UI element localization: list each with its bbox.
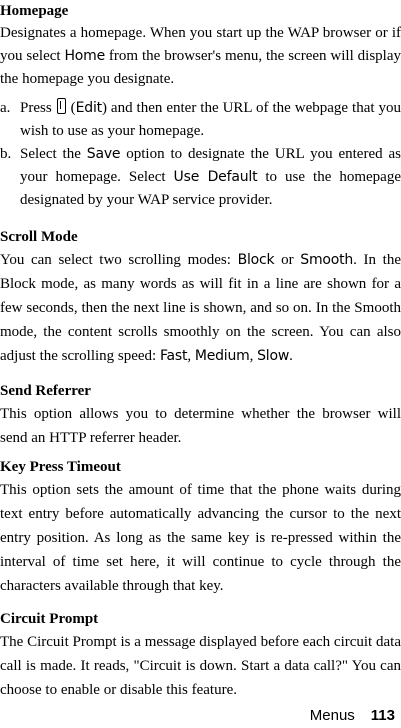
save-term: Save (86, 146, 121, 162)
scroll-comma-2: , (249, 348, 258, 364)
step-b-text-2: option to designate the URL you entered as your homepage. Select (20, 146, 401, 185)
slow-term: Slow (257, 348, 290, 364)
scroll-text-1: You can select two scrolling modes: (0, 252, 238, 268)
page-footer (310, 703, 395, 728)
homepage-intro-text-2: from the browser's menu, the screen will display the homepage you designate. (0, 48, 401, 87)
send-referrer-text: This option allows you to determine whether the browser will send an HTTP referrer header. (0, 406, 401, 446)
send-referrer-section (0, 380, 401, 450)
home-menu-term: Home (64, 48, 106, 64)
fast-term: Fast (159, 348, 188, 364)
footer-section-name: Menus (309, 707, 355, 724)
homepage-section (0, 0, 401, 212)
scroll-mode-section (0, 226, 401, 368)
scroll-text-2: . In the Block mode, as many words as will fit in a line are shown for a few seconds, then the next line is shown, and so on. In the Smooth mode, the content scrolls smoothly on the screen. You can also adjust the scrolling speed: (0, 252, 401, 364)
scroll-end: . (289, 348, 293, 364)
homepage-heading: Homepage (0, 3, 69, 19)
scroll-or: or (274, 252, 301, 268)
medium-term: Medium (194, 348, 250, 364)
step-a-paren: ( (66, 100, 76, 116)
list-marker: b. (0, 146, 12, 162)
circuit-prompt-text: The Circuit Prompt is a message displayed before each circuit data call is made. It reads, "Circuit is down. Start a data call?" You can choose to enable or disable this feature. (0, 634, 401, 698)
edit-key-icon (57, 98, 66, 114)
list-item (0, 97, 401, 143)
scroll-comma-1: , (187, 348, 195, 364)
scroll-mode-heading: Scroll Mode (0, 229, 78, 245)
circuit-prompt-section (0, 608, 401, 702)
smooth-term: Smooth (300, 252, 354, 268)
key-press-timeout-heading: Key Press Timeout (0, 459, 121, 475)
block-term: Block (237, 252, 275, 268)
homepage-intro-text-1: Designates a homepage. When you start up the WAP browser or if you select (0, 25, 401, 64)
list-marker: a. (0, 100, 11, 116)
homepage-steps (0, 97, 401, 212)
key-press-timeout-section (0, 456, 401, 598)
list-item (0, 143, 401, 212)
list-item-text (14, 97, 401, 143)
key-press-timeout-text: This option sets the amount of time that the phone waits during text entry before automatically advancing the cursor to the next entry position. As long as the same key is re-pressed within the interval of time set here, it will continue to cycle through the characters available through that key. (0, 482, 401, 594)
step-a-text-2: ) and then enter the URL of the webpage that you wish to use as your homepage. (20, 100, 401, 139)
scroll-mode-text (0, 248, 401, 368)
step-b-text-3: to use the homepage designated by your WAP service provider. (20, 169, 401, 208)
step-b-text-1: Select the (20, 146, 87, 162)
list-item-text (14, 143, 401, 212)
homepage-intro (0, 22, 401, 91)
page-number: 113 (370, 707, 395, 724)
use-default-term: Use Default (173, 169, 258, 185)
send-referrer-heading: Send Referrer (0, 383, 91, 399)
step-a-text-1: Press (20, 100, 56, 116)
edit-term: Edit (75, 100, 102, 116)
circuit-prompt-heading: Circuit Prompt (0, 611, 99, 627)
